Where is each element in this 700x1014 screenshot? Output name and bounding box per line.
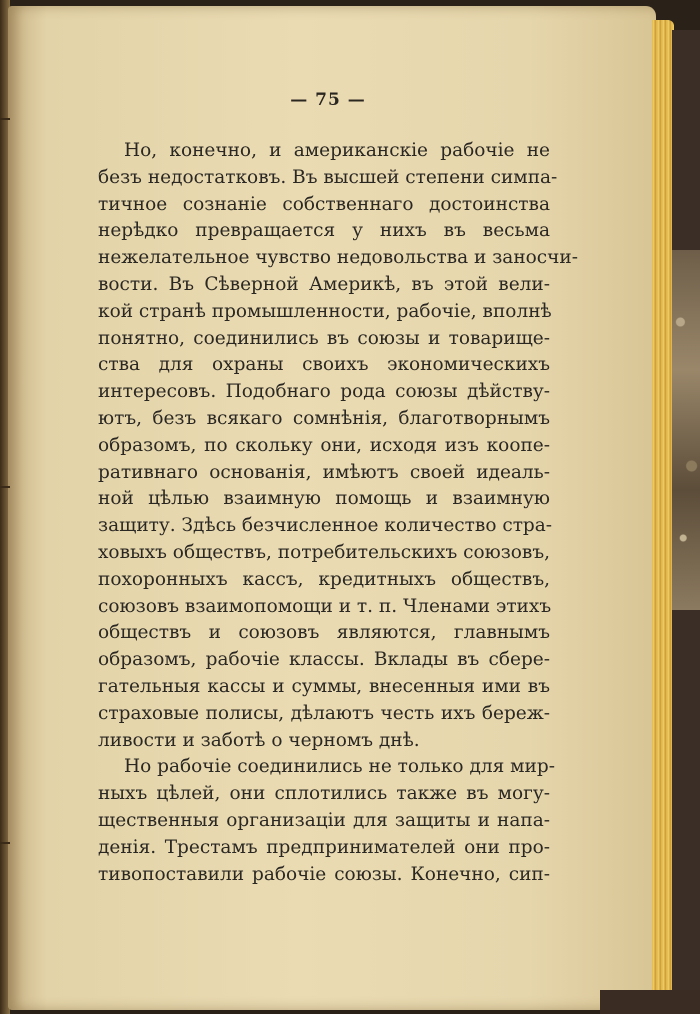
text-line: ливости и заботѣ о черномъ днѣ. xyxy=(98,729,420,751)
text-line: защиту. Здѣсь безчисленное количество стра- xyxy=(98,515,553,537)
text-line: гательныя кассы и суммы, внесенныя ими въ xyxy=(98,675,550,697)
text-line: ютъ, безъ всякаго сомнѣнія, благотворнымъ xyxy=(98,407,550,429)
edge-mark xyxy=(0,842,10,844)
text-line: союзовъ взаимопомощи и т. п. Членами этихъ xyxy=(98,595,552,617)
text-line: вости. Въ Сѣверной Америкѣ, въ этой вели- xyxy=(98,273,550,295)
page-number: — 75 — xyxy=(290,90,366,110)
book-cover-bottom xyxy=(600,990,700,1014)
text-line: интересовъ. Подобнаго рода союзы дѣйству- xyxy=(98,381,550,403)
text-line: нежелательное чувство недовольства и заносчи- xyxy=(98,247,578,269)
text-line: нерѣдко превращается у нихъ въ весьма xyxy=(98,220,550,242)
text-line: ной цѣлью взаимную помощь и взаимную xyxy=(98,488,550,510)
book-page xyxy=(8,6,656,1010)
text-line: обществъ и союзовъ являются, главнымъ xyxy=(98,622,550,644)
text-line: денія. Трестамъ предпринимателей они про- xyxy=(98,836,550,858)
text-line: Но рабочіе соединились не только для мир- xyxy=(124,756,555,778)
edge-mark xyxy=(0,118,10,120)
text-line: похоронныхъ кассъ, кредитныхъ обществъ, xyxy=(98,568,550,590)
text-line: понятно, соединились въ союзы и товарище- xyxy=(98,327,550,349)
text-line: ховыхъ обществъ, потребительскихъ союзовъ, xyxy=(98,541,550,563)
text-line: ныхъ цѣлей, они сплотились также въ могу- xyxy=(98,783,550,805)
text-line: Но, конечно, и американскіе рабочіе не xyxy=(124,140,550,161)
text-line: тивопоставили рабочіе союзы. Конечно, сип- xyxy=(98,863,550,885)
text-line: образомъ, по скольку они, исходя изъ коопе- xyxy=(98,434,550,456)
text-line: безъ недостатковъ. Въ высшей степени симпа- xyxy=(98,166,558,188)
text-line: ративнаго основанія, имѣютъ своей идеаль- xyxy=(98,461,550,483)
text-line: страховые полисы, дѣлаютъ честь ихъ береж- xyxy=(98,702,550,724)
edge-mark xyxy=(0,486,10,488)
marbled-cover-panel xyxy=(672,250,700,610)
text-line: образомъ, рабочіе классы. Вклады въ сбере- xyxy=(98,649,550,671)
page-gilt-edges xyxy=(652,20,674,1010)
page-body-text xyxy=(98,138,578,888)
text-line: тичное сознаніе собственнаго достоинства xyxy=(98,193,550,215)
text-line: щественныя организаціи для защиты и напа- xyxy=(98,809,550,831)
text-line: кой странѣ промышленности, рабочіе, вполнѣ xyxy=(98,300,552,322)
text-line: ства для охраны своихъ экономическихъ xyxy=(98,354,550,376)
